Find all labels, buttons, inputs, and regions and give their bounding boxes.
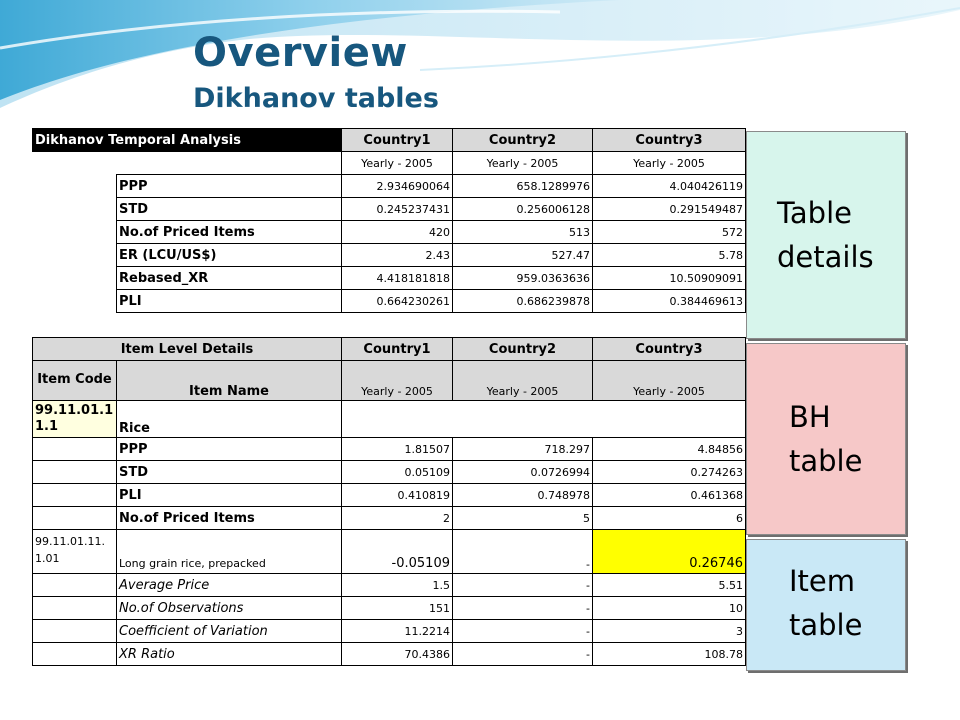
item-code-header: Item Code: [33, 361, 117, 401]
summary-row-label: ER (LCU/US$): [117, 244, 342, 267]
summary-cell: 0.245237431: [342, 198, 453, 221]
summary-cell: 420: [342, 221, 453, 244]
item-row-label: XR Ratio: [117, 643, 342, 666]
summary-row: [33, 267, 746, 290]
item-subheader-row: [33, 361, 746, 401]
callout-text: table: [789, 443, 863, 478]
bh-row: [33, 461, 746, 484]
summary-cell: 959.0363636: [453, 267, 593, 290]
summary-cell: 2.43: [342, 244, 453, 267]
item-cell: 11.2214: [342, 620, 453, 643]
item-level-title: Item Level Details: [33, 338, 342, 361]
bh-cell: 0.0726994: [453, 461, 593, 484]
item-year-2: Yearly - 2005: [453, 361, 593, 401]
bh-cell: 2: [342, 507, 453, 530]
item-row: [33, 597, 746, 620]
bh-name: Rice: [117, 401, 342, 438]
item-cell: 1.5: [342, 574, 453, 597]
summary-cell: 5.78: [593, 244, 746, 267]
bh-cell: 6: [593, 507, 746, 530]
summary-row-label: No.of Priced Items: [117, 221, 342, 244]
summary-row: [33, 244, 746, 267]
spacer-row: [33, 313, 746, 338]
bh-row-label: No.of Priced Items: [117, 507, 342, 530]
item-year-1: Yearly - 2005: [342, 361, 453, 401]
summary-year-2: Yearly - 2005: [453, 152, 593, 175]
callout-text: details: [777, 239, 874, 274]
table-details-callout: [746, 131, 906, 339]
item-row-label: Coefficient of Variation: [117, 620, 342, 643]
bh-row: [33, 507, 746, 530]
summary-cell: 10.50909091: [593, 267, 746, 290]
bh-cell: 1.81507: [342, 438, 453, 461]
summary-year-1: Yearly - 2005: [342, 152, 453, 175]
item-country-3: Country3: [593, 338, 746, 361]
summary-cell: 0.664230261: [342, 290, 453, 313]
item-code-row: [33, 530, 746, 574]
summary-cell: 4.418181818: [342, 267, 453, 290]
item-row-label: Average Price: [117, 574, 342, 597]
bh-code-row: [33, 401, 746, 438]
item-value: -0.05109: [342, 530, 453, 574]
item-row-label: No.of Observations: [117, 597, 342, 620]
item-cell: 151: [342, 597, 453, 620]
item-cell: -: [453, 643, 593, 666]
item-country-1: Country1: [342, 338, 453, 361]
summary-cell: 0.686239878: [453, 290, 593, 313]
item-code: 99.11.01.11.1.01: [33, 530, 117, 574]
summary-row-label: PLI: [117, 290, 342, 313]
item-table-callout: [746, 539, 906, 671]
summary-row: [33, 198, 746, 221]
item-row: [33, 574, 746, 597]
callout-text: Table: [777, 196, 852, 230]
item-name: Long grain rice, prepacked: [117, 530, 342, 574]
header-swoosh-decoration: [0, 0, 960, 130]
callout-text: BH: [789, 400, 831, 434]
summary-year-3: Yearly - 2005: [593, 152, 746, 175]
bh-row: [33, 438, 746, 461]
summary-row-label: PPP: [117, 175, 342, 198]
bh-row-label: PLI: [117, 484, 342, 507]
item-country-2: Country2: [453, 338, 593, 361]
bh-row-label: PPP: [117, 438, 342, 461]
item-row: [33, 643, 746, 666]
summary-cell: 2.934690064: [342, 175, 453, 198]
callout-text: Item: [789, 564, 856, 598]
item-cell: -: [453, 620, 593, 643]
bh-cell: 718.297: [453, 438, 593, 461]
item-cell: 5.51: [593, 574, 746, 597]
summary-header-title: Dikhanov Temporal Analysis: [33, 129, 342, 152]
bh-table-callout: [746, 343, 906, 535]
item-value: -: [453, 530, 593, 574]
item-cell: 10: [593, 597, 746, 620]
summary-country-1: Country1: [342, 129, 453, 152]
bh-cell: 0.274263: [593, 461, 746, 484]
summary-row-label: Rebased_XR: [117, 267, 342, 290]
bh-cell: 0.05109: [342, 461, 453, 484]
summary-row: [33, 175, 746, 198]
summary-country-3: Country3: [593, 129, 746, 152]
bh-cell: 5: [453, 507, 593, 530]
item-cell: -: [453, 574, 593, 597]
item-cell: 70.4386: [342, 643, 453, 666]
summary-cell: 572: [593, 221, 746, 244]
bh-row: [33, 484, 746, 507]
callout-text: table: [789, 607, 863, 642]
summary-country-2: Country2: [453, 129, 593, 152]
summary-cell: 0.384469613: [593, 290, 746, 313]
bh-cell: 0.410819: [342, 484, 453, 507]
summary-cell: 0.256006128: [453, 198, 593, 221]
summary-year-row: [33, 152, 746, 175]
item-cell: 108.78: [593, 643, 746, 666]
summary-row-label: STD: [117, 198, 342, 221]
slide-title: Overview: [193, 30, 408, 76]
slide-subtitle: Dikhanov tables: [193, 83, 439, 114]
item-cell: 3: [593, 620, 746, 643]
item-cell: -: [453, 597, 593, 620]
summary-cell: 527.47: [453, 244, 593, 267]
summary-cell: 513: [453, 221, 593, 244]
bh-code: 99.11.01.11.1: [33, 401, 117, 438]
item-header-row: [33, 338, 746, 361]
summary-row: [33, 221, 746, 244]
summary-cell: 4.040426119: [593, 175, 746, 198]
dikhanov-table: [32, 128, 746, 666]
bh-row-label: STD: [117, 461, 342, 484]
bh-cell: 0.748978: [453, 484, 593, 507]
bh-cell: 0.461368: [593, 484, 746, 507]
summary-cell: 658.1289976: [453, 175, 593, 198]
bh-cell: 4.84856: [593, 438, 746, 461]
summary-cell: 0.291549487: [593, 198, 746, 221]
item-year-3: Yearly - 2005: [593, 361, 746, 401]
item-name-header: Item Name: [117, 361, 342, 401]
summary-header-row: [33, 129, 746, 152]
item-value-highlighted: 0.26746: [593, 530, 746, 574]
item-row: [33, 620, 746, 643]
summary-row: [33, 290, 746, 313]
